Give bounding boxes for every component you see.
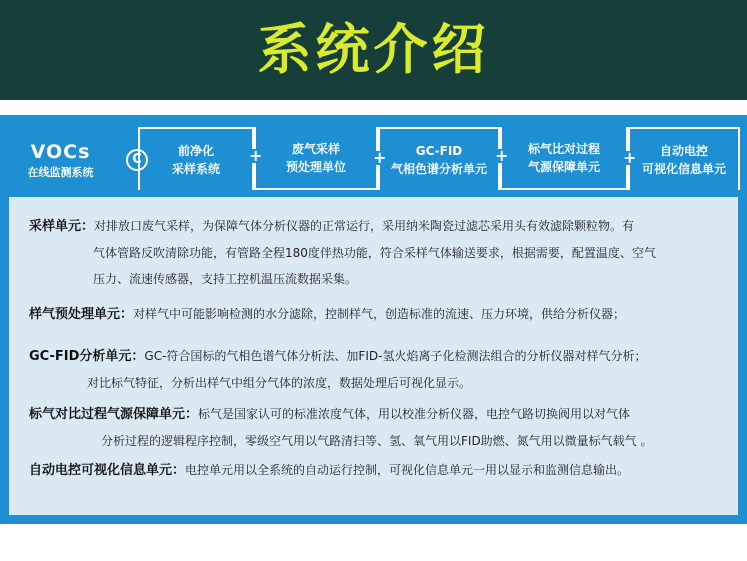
section-gc-fid xyxy=(29,343,719,396)
step-label-line2: 预处理单位 xyxy=(285,159,346,174)
section-standard-gas xyxy=(29,401,719,454)
section-line: 对排放口废气采样，为保障气体分析仪器的正常运行，采用纳米陶瓷过滤芯采用头有效滤除颗粒物。有 xyxy=(94,219,635,233)
step-gas-sampling xyxy=(249,127,378,190)
step-label-line1: 废气采样 xyxy=(291,141,340,156)
section-line: GC-符合国标的气相色谱气体分析法、加FID-氢火焰离子化检测法组合的分析仪器对样气分析； xyxy=(144,349,647,363)
section-label: GC-FID分析单元： xyxy=(29,349,145,364)
plus-icon: + xyxy=(249,146,263,165)
section-label: 自动电控可视化信息单元： xyxy=(29,463,186,478)
step-label-line2: 气源保障单元 xyxy=(527,159,600,174)
plus-icon: + xyxy=(623,148,637,167)
header-banner xyxy=(0,0,747,100)
plus-icon: + xyxy=(495,146,509,165)
step-label-line2: 气相色谱分析单元 xyxy=(390,161,487,176)
step-label-line1: 前净化 xyxy=(177,143,214,158)
step-gc-fid xyxy=(373,127,500,190)
step-label-line2: 采样系统 xyxy=(171,161,220,176)
section-pretreatment xyxy=(29,301,719,328)
step-auto-control xyxy=(623,127,740,190)
section-label: 样气预处理单元： xyxy=(29,307,134,322)
section-label: 标气对比过程气源保障单元： xyxy=(29,407,199,422)
step-standard-gas xyxy=(495,127,628,190)
brand xyxy=(8,140,113,180)
page-title: 系统介绍 xyxy=(257,18,490,81)
brand-sub-label: 在线监测系统 xyxy=(27,166,94,179)
section-line: 气体管路反吹清除功能，有管路全程180度伴热功能，符合采样气体输送要求，根据需要，配置温度、空气 xyxy=(93,246,656,260)
section-line: 压力、流速传感器，支持工控机温压流数据采集。 xyxy=(93,272,358,286)
section-line: 分析过程的逻辑程序控制，零级空气用以气路清扫等、氢、氧气用以FID助燃、氮气用以微量标气载气 。 xyxy=(101,434,653,448)
brand-main-label: VOCs xyxy=(30,141,91,163)
step-label-line1: GC-FID xyxy=(415,143,463,158)
description-box xyxy=(9,197,738,515)
copyright-icon: C xyxy=(126,149,148,171)
step-label-line1: 标气比对过程 xyxy=(527,141,600,156)
section-auto-control xyxy=(29,457,719,484)
step-label-line2: 可视化信息单元 xyxy=(641,161,726,176)
section-line: 电控单元用以全系统的自动运行控制，可视化信息单元一用以显示和监测信息输出。 xyxy=(185,463,630,477)
section-sampling xyxy=(29,213,719,292)
section-label: 采样单元： xyxy=(29,219,95,234)
step-label-line1: 自动电控 xyxy=(659,143,708,158)
section-line: 对样气中可能影响检测的水分滤除，控制样气，创造标准的流速、压力环境，供给分析仪器； xyxy=(133,307,626,321)
section-line: 对比标气特征，分析出样气中组分气体的浓度，数据处理后可视化显示。 xyxy=(87,376,472,390)
section-line: 标气是国家认可的标准浓度气体，用以校准分析仪器，电控气路切换阀用以对气体 xyxy=(198,407,631,421)
step-pre-purification xyxy=(138,127,254,190)
plus-icon: + xyxy=(373,148,387,167)
